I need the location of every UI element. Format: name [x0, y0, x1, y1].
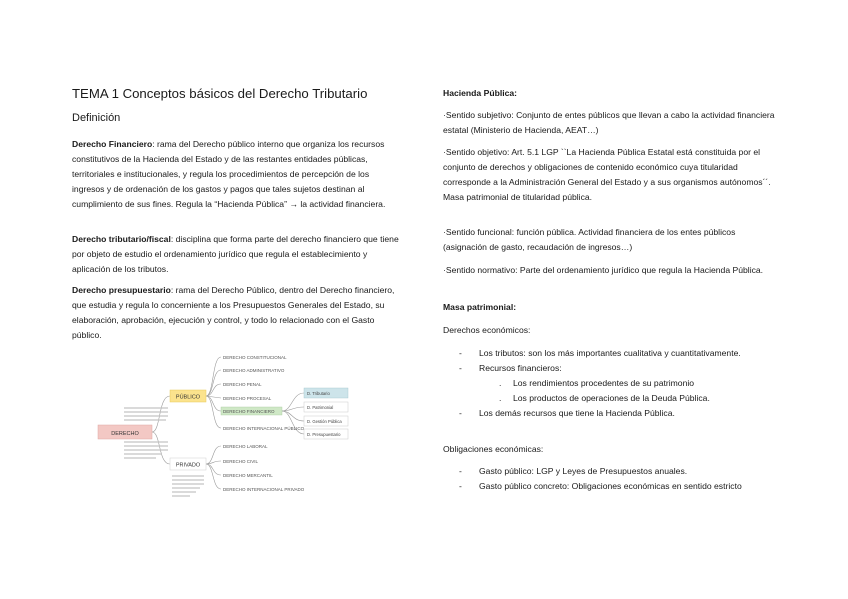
def-derecho-tributario: : disciplina que forma parte del derecho financiero que tiene por objeto de estudio el ordenamiento jurídico que regula el establecimiento y aplicación de los tributos. — [72, 234, 399, 274]
publico-item-3: DERECHO PROCESAL — [223, 396, 272, 401]
paragraph-derecho-presupuestario — [72, 283, 400, 343]
fin-item-1: D. Patrimonial — [307, 405, 334, 410]
privado-item-3: DERECHO INTERNACIONAL PRIVADO — [223, 487, 305, 492]
diagram-note-lines — [124, 408, 204, 496]
privado-item-0: DERECHO LABORAL — [223, 444, 268, 449]
sentido-subjetivo: ·Sentido subjetivo: Conjunto de entes públicos que llevan a cabo la actividad financiera estatal (Ministerio de Hacienda, AEAT…) — [443, 110, 775, 135]
sentido-funcional: ·Sentido funcional: función pública. Actividad financiera de los entes públicos (asignación de gasto, recaudación de ingresos…) — [443, 227, 736, 252]
publico-item-1: DERECHO ADMINISTRATIVO — [223, 368, 285, 373]
def-derecho-presupuestario: : rama del Derecho Público, dentro del Derecho financiero, que estudia y regula lo concerniente a los Presupuestos Generales del Estado, su elaboración, aprobación, ejecución y control, y todo lo relacionado con el Gasto público. — [72, 285, 395, 340]
list-item: - Recursos financieros: — [443, 361, 775, 376]
def-derecho-financiero: : rama del Derecho público interno que organiza los recursos constitutivos de la Hacienda del Estado y de las restantes entidades públicas, territoriales e institucionales, y regula los procedimientos de percepción de los ingresos y de ordenación de los gastos y pagos que tales sujetos destinan al cumplimiento de sus fines. Regula la “Hacienda Pública” → la actividad financiera. — [72, 139, 386, 209]
publico-item-5: DERECHO INTERNACIONAL PÚBLICO — [223, 426, 305, 431]
list-item: - Gasto público concreto: Obligaciones económicas en sentido estricto — [443, 479, 775, 494]
derechos-title: Derechos económicos: — [443, 325, 531, 335]
publico-item-0: DERECHO CONSTITUCIONAL — [223, 355, 287, 360]
node-publico-label: PÚBLICO — [175, 394, 201, 401]
term-derecho-tributario: Derecho tributario/fiscal — [72, 234, 171, 244]
publico-item-2: DERECHO PENAL — [223, 382, 262, 387]
term-derecho-presupuestario: Derecho presupuestario — [72, 285, 171, 295]
fin-item-3: D. Presupuestario — [307, 432, 341, 437]
section-subtitle: Definición — [72, 112, 121, 124]
fin-item-0: D. Tributario — [307, 391, 330, 396]
list-item: . Los rendimientos procedentes de su patrimonio — [443, 376, 775, 391]
law-branches-diagram — [96, 348, 376, 508]
hacienda-title: Hacienda Pública: — [443, 88, 518, 98]
privado-item-1: DERECHO CIVIL — [223, 459, 259, 464]
list-item: - Gasto público: LGP y Leyes de Presupuestos anuales. — [443, 464, 775, 479]
paragraph-derecho-financiero — [72, 137, 400, 212]
sentido-objetivo: ·Sentido objetivo: Art. 5.1 LGP ``La Hacienda Pública Estatal está constituida por el conjunto de derechos y obligaciones de contenido económico cuya titularidad corresponde a la Administración General del Estado y a sus organismos autónomos´´. Masa patrimonial de titularidad pública. — [443, 147, 771, 202]
term-derecho-financiero: Derecho Financiero — [72, 139, 153, 149]
sentido-normativo: ·Sentido normativo: Parte del ordenamiento jurídico que regula la Hacienda Pública. — [443, 265, 764, 275]
node-privado-label: PRIVADO — [175, 462, 201, 469]
list-item: - Los tributos: son los más importantes cualitativa y cuantitativamente. — [443, 346, 775, 361]
derechos-list — [443, 346, 775, 421]
paragraph-derecho-tributario — [72, 232, 400, 277]
list-item: . Los productos de operaciones de la Deuda Pública. — [443, 391, 775, 406]
obligaciones-list — [443, 464, 775, 494]
list-item: - Los demás recursos que tiene la Hacienda Pública. — [443, 406, 775, 421]
masa-title: Masa patrimonial: — [443, 302, 517, 312]
publico-item-4: DERECHO FINANCIERO — [223, 409, 275, 414]
privado-item-2: DERECHO MERCANTIL — [223, 473, 273, 478]
fin-item-2: D. Gestión Pública — [307, 419, 342, 424]
obligaciones-title: Obligaciones económicas: — [443, 444, 544, 454]
page-title: TEMA 1 Conceptos básicos del Derecho Tributario — [72, 86, 368, 101]
node-derecho-label: DERECHO — [111, 431, 139, 437]
